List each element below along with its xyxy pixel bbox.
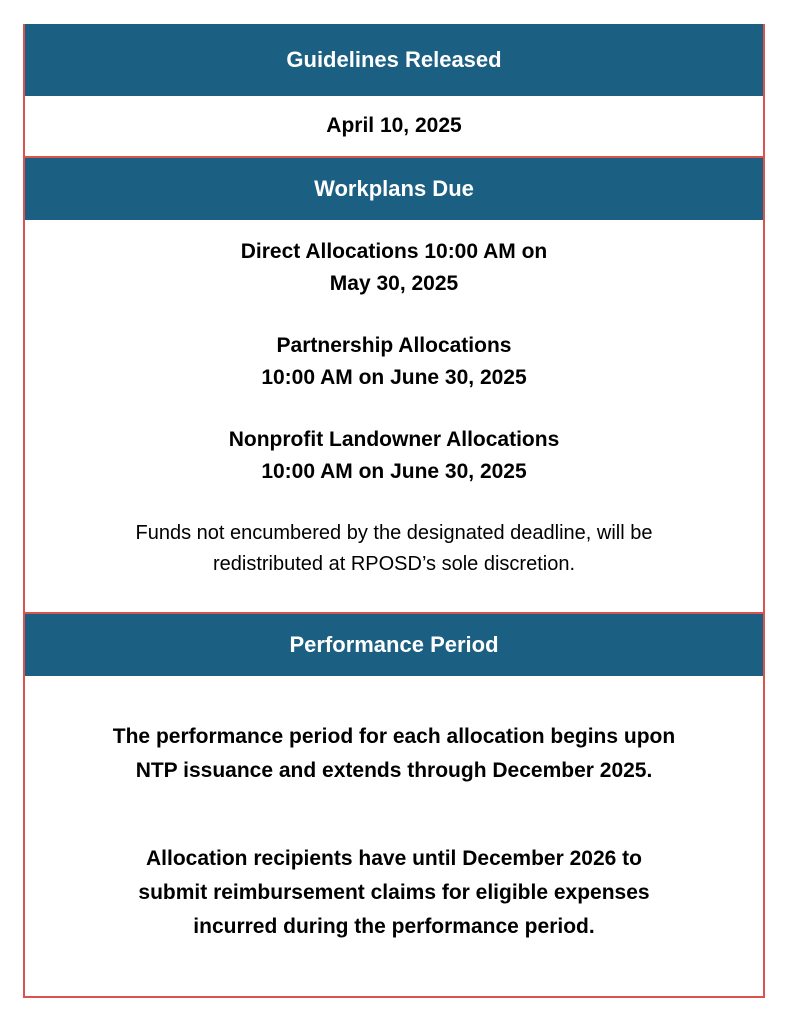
deadline-line: May 30, 2025 bbox=[329, 272, 459, 295]
performance-period-text bbox=[34, 720, 754, 788]
section-header-performance bbox=[25, 614, 763, 676]
perf-line: incurred during the performance period. bbox=[193, 915, 595, 938]
release-date: April 10, 2025 bbox=[326, 114, 462, 137]
deadline-line: Direct Allocations 10:00 AM on bbox=[240, 240, 548, 263]
note-line: redistributed at RPOSD’s sole discretion. bbox=[212, 553, 575, 575]
deadline-line: 10:00 AM on June 30, 2025 bbox=[261, 460, 527, 483]
section-header-label: Performance Period bbox=[289, 632, 499, 657]
deadline-nonprofit-allocations bbox=[25, 424, 763, 488]
section-header-guidelines bbox=[25, 24, 763, 96]
deadline-line: 10:00 AM on June 30, 2025 bbox=[261, 366, 527, 389]
perf-line: Allocation recipients have until December 2026 to bbox=[146, 847, 642, 870]
section-header-label: Workplans Due bbox=[314, 176, 474, 201]
schedule-table bbox=[23, 24, 765, 998]
funds-note bbox=[44, 518, 744, 580]
section-header-workplans bbox=[25, 158, 763, 220]
deadline-line: Nonprofit Landowner Allocations bbox=[228, 428, 560, 451]
deadline-direct-allocations bbox=[25, 236, 763, 300]
deadline-partnership-allocations bbox=[25, 330, 763, 394]
section-body-guidelines bbox=[25, 96, 763, 158]
section-header-label: Guidelines Released bbox=[286, 47, 502, 72]
reimbursement-text bbox=[34, 842, 754, 944]
note-line: Funds not encumbered by the designated deadline, will be bbox=[135, 522, 653, 544]
section-body-performance bbox=[25, 676, 763, 996]
perf-line: The performance period for each allocation begins upon bbox=[112, 725, 676, 748]
section-body-workplans bbox=[25, 220, 763, 614]
deadline-line: Partnership Allocations bbox=[276, 334, 512, 357]
perf-line: submit reimbursement claims for eligible expenses bbox=[138, 881, 650, 904]
perf-line: NTP issuance and extends through December 2025. bbox=[135, 759, 653, 782]
